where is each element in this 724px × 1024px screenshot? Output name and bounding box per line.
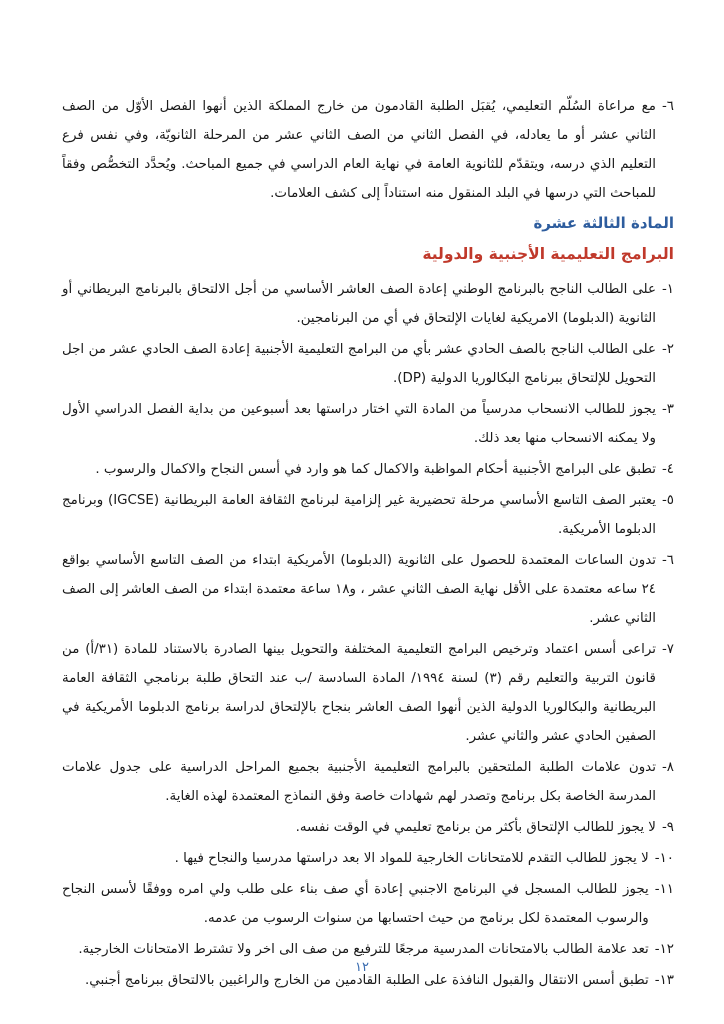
list-item-number: ٤- — [661, 462, 674, 477]
list-item-text: على الطالب الناجح بالصف الحادي عشر بأي من البرامج التعليمية الأجنبية إعادة الصف الحادي عشر من اجل التحويل للإلتحاق ببرنامج البكالوريا الدولية (DP). — [62, 342, 656, 386]
list-item-text: على الطالب الناجح بالبرنامج الوطني إعادة الصف العاشر الأساسي من أجل الالتحاق بالبرنامج البريطاني أو الثانوية (الدبلوما) الامريكية لغايات الإلتحاق في أي من البرنامجين. — [62, 282, 656, 326]
list-item-number: ٩- — [661, 820, 674, 835]
list-item-number: ٧- — [661, 642, 674, 657]
list-item-11 — [62, 875, 674, 933]
list-item-number: ١١- — [654, 882, 674, 897]
list-item-10 — [62, 844, 674, 873]
list-item-number: ١٣- — [654, 973, 674, 988]
list-item-text: تعد علامة الطالب بالامتحانات المدرسية مرجعًا للترفيع من صف الى اخر ولا تشترط الامتحانات الخارجية. — [78, 942, 649, 957]
list-item-text: لا يجوز للطالب الإلتحاق بأكثر من برنامج تعليمي في الوقت نفسه. — [295, 820, 656, 835]
list-item-1 — [62, 275, 674, 333]
list-item-6 — [62, 546, 674, 633]
list-item-text: تدون الساعات المعتمدة للحصول على الثانوية (الدبلوما) الأمريكية ابتداء من الصف التاسع الأساسي بواقع ٢٤ ساعه معتمدة على الأقل نهاية الصف الثاني عشر ، و١٨ ساعة معتمدة ابتداء من الصف العاشر إلى الصف الثاني عشر. — [62, 553, 656, 626]
list-item-number: ١٠- — [654, 851, 674, 866]
list-item-4 — [62, 455, 674, 484]
list-item-2 — [62, 335, 674, 393]
list-item-5 — [62, 486, 674, 544]
list-item-number: ١- — [661, 282, 674, 297]
page-content — [62, 92, 674, 997]
list-item-text: تدون علامات الطلبة الملتحقين بالبرامج التعليمية الأجنبية بجميع المراحل الدراسية على جدول علامات المدرسة الخاصة بكل برنامج وتصدر لهم شهادات خاصة وفق النماذج المعتمدة لهذه الغاية. — [62, 760, 656, 804]
list-item-number: ٦- — [661, 553, 674, 568]
list-item-number: ٣- — [661, 402, 674, 417]
list-item-text: تطبق على البرامج الأجنبية أحكام المواظبة والاكمال كما هو وارد في أسس النجاح والاكمال والرسوب . — [95, 462, 656, 477]
list-item-text: يجوز للطالب المسجل في البرنامج الاجنبي إعادة أي صف بناء على طلب ولي امره ووفقًا لأسس النجاح والرسوب المعتمدة لكل برنامج من حيث احتسابها من سنوات الرسوب من عدمه. — [62, 882, 649, 926]
intro-paragraph — [62, 92, 674, 208]
intro-number: ٦- — [661, 99, 674, 114]
list-item-text: يجوز للطالب الانسحاب مدرسياً من المادة التي اختار دراستها بعد أسبوعين من بداية الفصل الدراسي الأول ولا يمكنه الانسحاب منها بعد ذلك. — [62, 402, 656, 446]
list-item-8 — [62, 753, 674, 811]
list-item-3 — [62, 395, 674, 453]
list-item-number: ٨- — [661, 760, 674, 775]
list-item-text: لا يجوز للطالب التقدم للامتحانات الخارجية للمواد الا بعد دراستها مدرسيا والنجاح فيها . — [174, 851, 649, 866]
article-heading: المادة الثالثة عشرة — [533, 214, 674, 232]
page-number: ١٢ — [355, 960, 369, 975]
list-item-number: ١٢- — [654, 942, 674, 957]
list-item-number: ٢- — [661, 342, 674, 357]
list-item-9 — [62, 813, 674, 842]
list-item-number: ٥- — [661, 493, 674, 508]
list-item-7 — [62, 635, 674, 751]
list-item-text: يعتبر الصف التاسع الأساسي مرحلة تحضيرية غير إلزامية لبرنامج الثقافة العامة البريطانية (IGCSE) وبرنامج الدبلوما الأمريكية. — [62, 493, 656, 537]
list-item-text: تطبق أسس الانتقال والقبول النافذة على الطلبة القادمين من الخارج والراغبين بالالتحاق ببرنامج أجنبي. — [85, 973, 649, 988]
intro-text: مع مراعاة السُلّم التعليمي، يُقبَل الطلبة القادمون من خارج المملكة الذين أنهوا الفصل الأوّل من الصف الثاني عشر أو ما يعادله، في الفصل الثاني من الصف الثاني عشر من المرحلة الثانويّة، وفي نفس فرع التعليم الذي درسه، ويتقدّم للثانوية العامة في نهاية العام الدراسي في جميع المباحث. ويُحدَّد التخصُّص وفقاً للمباحث التي درسها في البلد المنقول منه استناداً إلى كشف العلامات. — [62, 99, 656, 201]
section-heading: البرامج التعليمية الأجنبية والدولية — [422, 245, 674, 263]
list-item-text: تراعى أسس اعتماد وترخيص البرامج التعليمية المختلفة والتحويل بينها الصادرة بالاستناد للمادة (٣١/أ) من قانون التربية والتعليم رقم (٣) لسنة ١٩٩٤/ المادة السادسة /ب عند التحاق طلبة برنامجي الثقافة العامة البريطانية والبكالوريا الدولية الذين أنهوا الصف العاشر بنجاح بالإلتحاق لدراسة برنامج الدبلوما الأمريكية في الصفين الحادي عشر والثاني عشر. — [62, 642, 656, 744]
